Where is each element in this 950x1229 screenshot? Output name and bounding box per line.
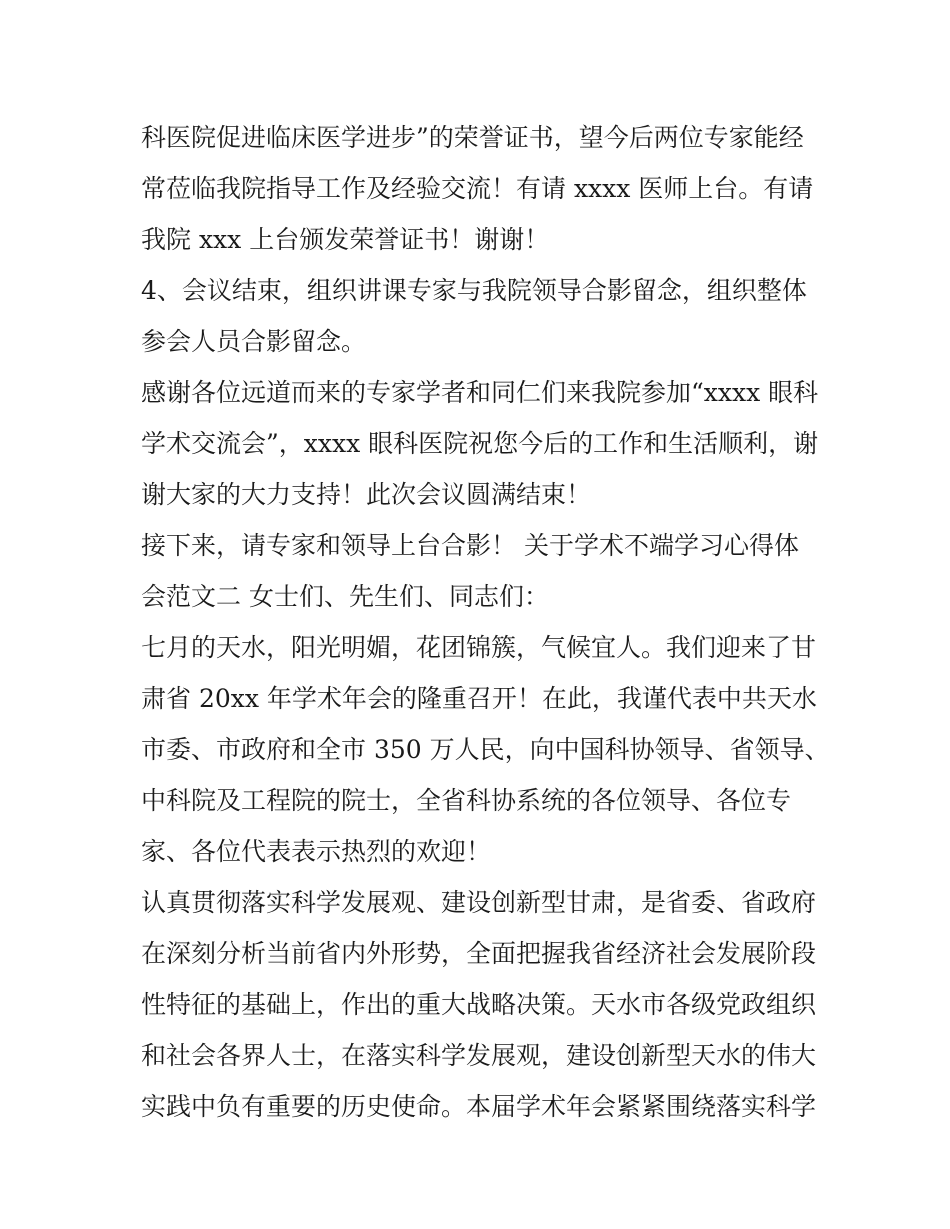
text-line: 参会人员合影留念。 <box>141 327 367 356</box>
text-line: 家、各位代表表示热烈的欢迎！ <box>141 837 492 866</box>
body-text <box>141 112 830 1132</box>
text-line: 认真贯彻落实科学发展观、建设创新型甘肃，是省委、省政府 <box>141 888 817 917</box>
text-line: 中科院及工程院的院士，全省科协系统的各位领导、各位专 <box>141 786 792 815</box>
text-line: 性特征的基础上，作出的重大战略决策。天水市各级党政组织 <box>141 990 817 1019</box>
text-line: 科医院促进临床医学进步”的荣誉证书，望今后两位专家能经 <box>141 123 804 152</box>
text-line: 感谢各位远道而来的专家学者和同仁们来我院参加“xxxx 眼科 <box>141 378 819 407</box>
text-line: 学术交流会”，xxxx 眼科医院祝您今后的工作和生活顺利，谢 <box>141 429 819 458</box>
text-line: 肃省 20xx 年学术年会的隆重召开！在此，我谨代表中共天水 <box>141 684 817 713</box>
text-line: 市委、市政府和全市 350 万人民，向中国科协领导、省领导、 <box>141 735 830 764</box>
text-line: 常莅临我院指导工作及经验交流！有请 xxxx 医师上台。有请 <box>141 174 814 203</box>
text-line: 4、会议结束，组织讲课专家与我院领导合影留念，组织整体 <box>141 276 807 305</box>
text-line: 谢大家的大力支持！此次会议圆满结束！ <box>141 480 592 509</box>
text-line: 接下来，请专家和领导上台合影！ 关于学术不端学习心得体 <box>141 531 799 560</box>
text-line: 实践中负有重要的历史使命。本届学术年会紧紧围绕落实科学 <box>141 1092 817 1121</box>
text-line: 我院 xxx 上台颁发荣誉证书！谢谢！ <box>141 225 550 254</box>
text-line: 在深刻分析当前省内外形势，全面把握我省经济社会发展阶段 <box>141 939 817 968</box>
text-line: 会范文二 女士们、先生们、同志们： <box>141 582 549 611</box>
text-line: 和社会各界人士，在落实科学发展观，建设创新型天水的伟大 <box>141 1041 817 1070</box>
text-line: 七月的天水，阳光明媚，花团锦簇，气候宜人。我们迎来了甘 <box>141 633 817 662</box>
